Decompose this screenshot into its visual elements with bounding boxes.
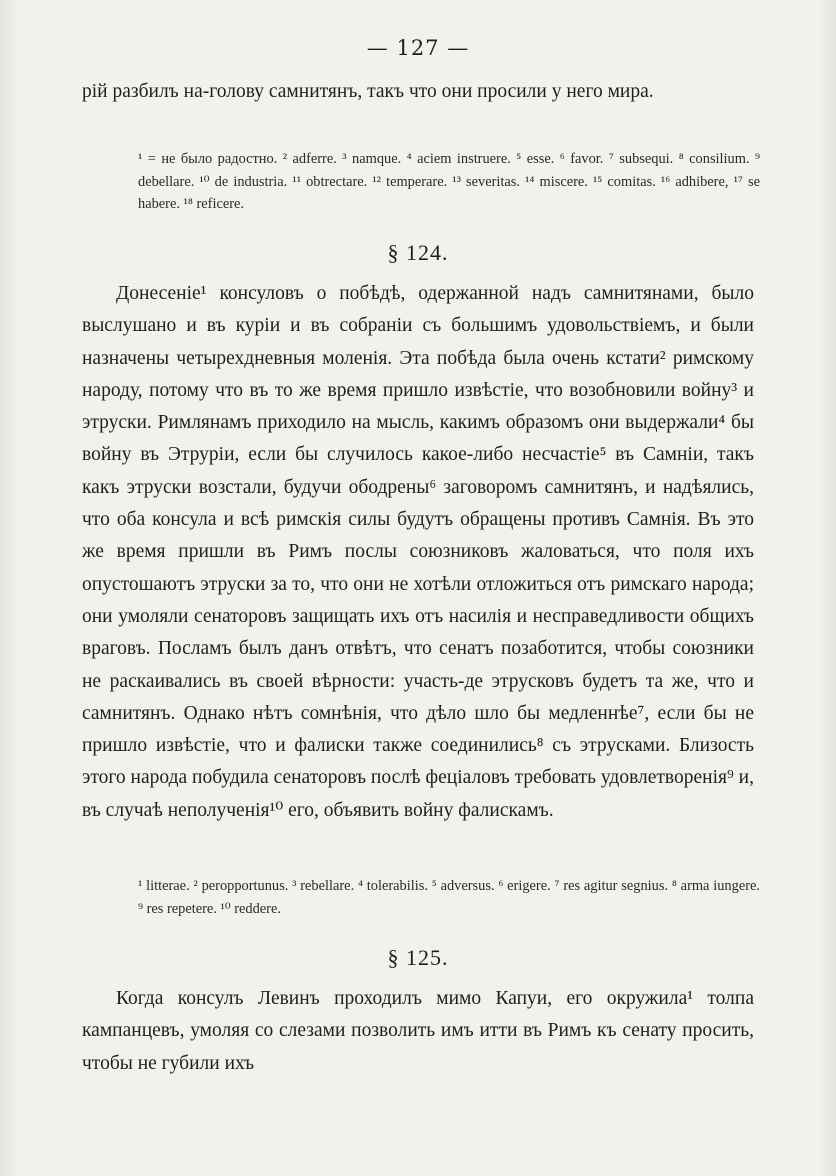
page-number: — 127 — xyxy=(366,36,470,60)
section-124-heading: § 124. xyxy=(387,240,449,265)
section-124-paragraph: Донесеніе¹ консуловъ о побѣдѣ, одержанной надъ самнитянами, было выслушано и въ куріи и въ собраніи съ большимъ удовольствіемъ, и были назначены четырехдневныя моленія. Эта побѣда была очень кстати² римскому народу, потому что въ то же время пришло извѣстіе, что возобновили войну³ и этруски. Римлянамъ приходило на мысль, какимъ образомъ они выдержали⁴ бы войну въ Этруріи, если бы случилось какое-либо несчастіе⁵ въ Самніи, такъ какъ этруски возстали, будучи ободрены⁶ заговоромъ самнитянъ, и надѣялись, что оба консула и всѣ римскія силы будутъ обращены противъ Самнія. Въ это же время пришли въ Римъ послы союзниковъ жаловаться, что поля ихъ опустошаютъ этруски за то, что они не хотѣли отложиться отъ римскаго народа; они умоляли сенаторовъ защищать ихъ отъ насилія и несправедливости общихъ враговъ. Посламъ былъ данъ отвѣтъ, что сенатъ позаботится, чтобы союзники не раскаивались въ своей вѣрности: участь-де этрусковъ будетъ та же, что и самнитянъ. Однако нѣтъ сомнѣнія, что дѣло шло бы медленнѣе⁷, если бы не пришло извѣстіе, что и фалиски также соединились⁸ съ этрусками. Близость этого народа побудила сенаторовъ послѣ феціаловъ требовать удовлетворенія⁹ и, въ случаѣ неполученія¹⁰ его, объявить войну фалискамъ. xyxy=(82,283,754,821)
page-shadow-left xyxy=(0,0,18,1176)
section-125-heading: § 125. xyxy=(387,945,449,970)
top-paragraph: рій разбилъ на-голову самнитянъ, такъ что они просили у него мира. xyxy=(82,81,654,102)
section-125-paragraph: Когда консулъ Левинъ проходилъ мимо Капуи, его окружила¹ толпа кампанцевъ, умоляя со слезами позволить имъ итти въ Римъ къ сенату просить, чтобы не губили ихъ xyxy=(82,988,754,1074)
footnotes-block-2: ¹ litterae. ² peropportunus. ³ rebellare. ⁴ tolerabilis. ⁵ adversus. ⁶ erigere. ⁷ res agitur segnius. ⁸ arma iungere. ⁹ res repetere. ¹⁰ reddere. xyxy=(138,878,760,917)
footnotes-block-1: ¹ = не было радостно. ² adferre. ³ namque. ⁴ aciem instruere. ⁵ esse. ⁶ favor. ⁷ subsequi. ⁸ consilium. ⁹ debellare. ¹⁰ de industria. ¹¹ obtrectare. ¹² temperare. ¹³ severitas. ¹⁴ miscere. ¹⁵ comitas. ¹⁶ adhibere, ¹⁷ se habere. ¹⁸ reficere. xyxy=(138,151,760,212)
page-shadow-right xyxy=(818,0,836,1176)
